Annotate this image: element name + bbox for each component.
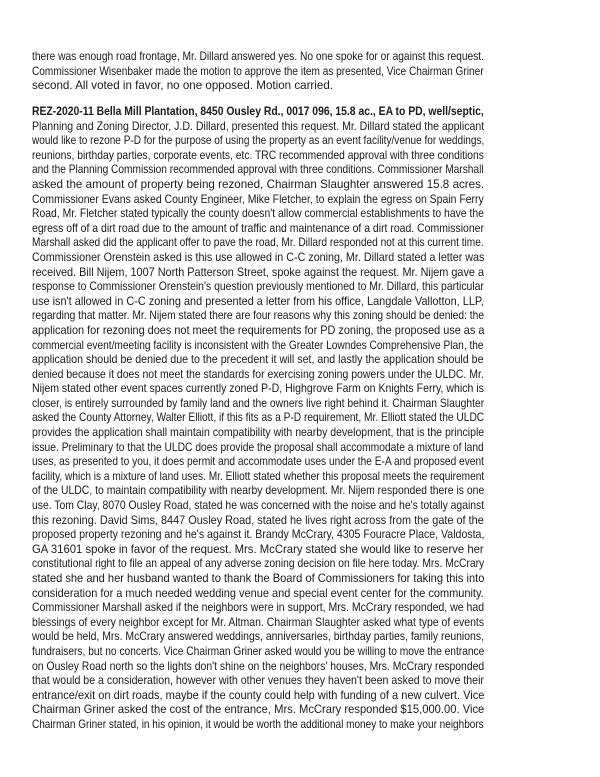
text-line-content: blessings of every neighbor except for Mr. Altman. Chairman Slaughter asked what type of events [32, 615, 485, 629]
text-line-content: application for rezoning does not meet the requirements for PD zoning, the proposed use as a [32, 323, 485, 337]
text-line-content: would be held, Mrs. McCrary answered weddings, anniversaries, birthday parties, family reunions, [32, 630, 484, 644]
text-line [32, 236, 484, 251]
text-line [32, 79, 484, 94]
item-heading [32, 105, 484, 120]
text-line [32, 426, 484, 441]
text-line-content: and the Planning Commission recommended approval with three conditions. Commissioner Marshall [32, 163, 484, 177]
text-line [32, 528, 484, 543]
text-line-content: second. All voted in favor, no one opposed. Motion carried. [32, 79, 333, 93]
text-line-content: regarding that matter. Mr. Nijem stated there are four reasons why this zoning should be denied: the [32, 309, 485, 323]
text-line [32, 149, 484, 164]
text-line-content: asked the amount of property being rezoned, Chairman Slaughter answered 15.8 acres. [32, 177, 485, 191]
text-line-content: use isn't allowed in C-C zoning and presented a letter from his office, Langdale Vallotton, LLP, [32, 294, 484, 308]
text-line-content: Nijem stated other event spaces currently zoned P-D, Highgrove Farm on Knights Ferry, which is [32, 382, 484, 396]
text-line [32, 499, 484, 514]
text-line [32, 470, 484, 485]
text-line-content: constitutional right to file an appeal of any adverse zoning decision on file here today. Mrs. McCrary [32, 557, 485, 571]
text-line-content: received. Bill Nijem, 1007 North Patterson Street, spoke against the request. Mr. Nijem gave a [32, 265, 485, 279]
text-line [32, 50, 484, 65]
text-line-content: of the ULDC, to maintain compatibility with nearby development. Mr. Nijem responded there is one [32, 484, 485, 498]
text-line [32, 178, 484, 193]
text-line-content: Commissioner Marshall asked if the neighbors were in support, Mrs. McCrary responded, we had [32, 601, 485, 615]
text-line-content: that would be a consideration, however with other venues they haven't been asked to move their [32, 674, 484, 688]
text-line-content: facility, which is a mixture of land uses. Mr. Elliott stated whether this proposal meets the requirement [32, 469, 485, 483]
text-line [32, 309, 484, 324]
text-line-content: denied because it does not meet the standards for exercising zoning powers under the ULDC. Mr. [32, 367, 484, 381]
text-line-content: reunions, birthday parties, corporate events, etc. TRC recommended approval with three conditions [32, 148, 484, 162]
text-line [32, 266, 484, 281]
text-line [32, 163, 484, 178]
text-line [32, 557, 484, 572]
text-line [32, 397, 484, 412]
text-line [32, 368, 484, 383]
text-line [32, 601, 484, 616]
text-line-content: provides the application shall maintain compatibility with nearby development, that is the principle [32, 426, 485, 440]
text-line-content: this rezoning. David Sims, 8447 Ousley Road, stated he lives right across from the gate of the [32, 513, 484, 527]
item-heading-text: REZ-2020-11 Bella Mill Plantation, 8450 Ousley Rd., 0017 096, 15.8 ac., EA to PD, well/septic, [32, 105, 484, 118]
text-line [32, 295, 484, 310]
text-line-content: commercial event/meeting facility is inconsistent with the Greater Lowndes Comprehensive Plan, the [32, 338, 484, 352]
text-line-content: stated she and her husband wanted to thank the Board of Commissioners for taking this into [32, 572, 485, 585]
text-line [32, 630, 484, 645]
text-line-content: Planning and Zoning Director, J.D. Dillard, presented this request. Mr. Dillard stated the applicant [32, 119, 485, 133]
text-line [32, 543, 484, 558]
text-line-content: proposed property rezoning and he's against it. Brandy McCrary, 4305 Fouracre Place, Valdosta, [32, 528, 485, 542]
text-line [32, 65, 484, 80]
text-line-content: Commissioner Wisenbaker made the motion to approve the item as presented, Vice Chairman Griner [32, 64, 484, 78]
text-line [32, 207, 484, 222]
text-line [32, 616, 484, 631]
text-line [32, 120, 484, 135]
text-line-content: entrance/exit on dirt roads, maybe if the county could help with funding of a new culvert. Vice [32, 688, 485, 702]
text-line [32, 572, 484, 587]
text-line [32, 411, 484, 426]
text-line [32, 441, 484, 456]
text-line-content: Chairman Griner asked the cost of the entrance, Mrs. McCrary responded $15,000.00. Vice [32, 703, 485, 717]
text-line-content: use. Tom Clay, 8070 Ousley Road, stated he was concerned with the noise and he's totally against [32, 499, 485, 513]
text-line-content: asked the County Attorney, Walter Elliott, if this fits as a P-D requirement, Mr. Elliott stated the ULDC [32, 411, 485, 425]
text-line-content: response to Commissioner Orenstein's question previously mentioned to Mr. Dillard, this particular [32, 280, 484, 294]
text-line-content: fundraisers, but no concerts. Vice Chairman Griner asked would you be willing to move the entrance [32, 644, 485, 658]
text-line-content: issue. Preliminary to that the ULDC does provide the proposal shall accommodate a mixture of land [32, 440, 484, 454]
text-line-content: egress off of a dirt road due to the amount of traffic and maintenance of a dirt road. Commissioner [32, 221, 484, 235]
text-line [32, 193, 484, 208]
text-line [32, 134, 484, 149]
text-line [32, 703, 484, 718]
text-line [32, 718, 484, 733]
text-line [32, 674, 484, 689]
paragraph-previous-item-conclusion [32, 50, 484, 94]
text-line-content: on Ousley Road north so the lights don't shine on the neighbors' houses, Mrs. McCrary responded [32, 659, 485, 673]
text-line [32, 587, 484, 602]
text-line [32, 324, 484, 339]
text-line [32, 222, 484, 237]
text-line-content: Marshall asked did the applicant offer to pave the road, Mr. Dillard responded not at this current time. [32, 236, 484, 250]
text-line-content: consideration for a much needed wedding venue and special event center for the community. [32, 586, 484, 600]
text-line-content: closer, is entirely surrounded by family land and the owners live right behind it. Chairman Slaughter [32, 396, 485, 410]
text-line [32, 353, 484, 368]
text-line-content: there was enough road frontage, Mr. Dillard answered yes. No one spoke for or against this request. [32, 50, 484, 63]
text-line [32, 484, 484, 499]
text-line-content: would like to rezone P-D for the purpose of using the property as an event facility/venue for weddings, [32, 134, 485, 148]
text-line [32, 514, 484, 529]
text-line-content: application should be denied due to the precedent it will set, and lastly the application should be [32, 353, 484, 367]
text-line-content: GA 31601 spoke in favor of the request. Mrs. McCrary stated she would like to reserve her [32, 542, 484, 556]
text-line [32, 689, 484, 704]
text-line [32, 382, 484, 397]
text-line-content: Commissioner Evans asked County Engineer, Mike Fletcher, to explain the egress on Spain Ferry [32, 192, 484, 206]
text-line [32, 280, 484, 295]
text-line [32, 660, 484, 675]
text-line [32, 455, 484, 470]
text-line-content: Chairman Griner stated, in his opinion, it would be worth the additional money to make your neighbors [32, 717, 484, 731]
text-line-content: Commissioner Orenstein asked is this use allowed in C-C zoning, Mr. Dillard stated a letter was [32, 250, 485, 264]
text-line [32, 339, 484, 354]
text-line [32, 251, 484, 266]
text-line-content: uses, as presented to you, it does permit and accommodate uses under the E-A and proposed event [32, 455, 484, 469]
text-line [32, 645, 484, 660]
paragraph-rez-2020-11 [32, 105, 484, 733]
text-line-content: Road, Mr. Fletcher stated typically the county doesn't allow commercial establishments to have the [32, 207, 484, 221]
